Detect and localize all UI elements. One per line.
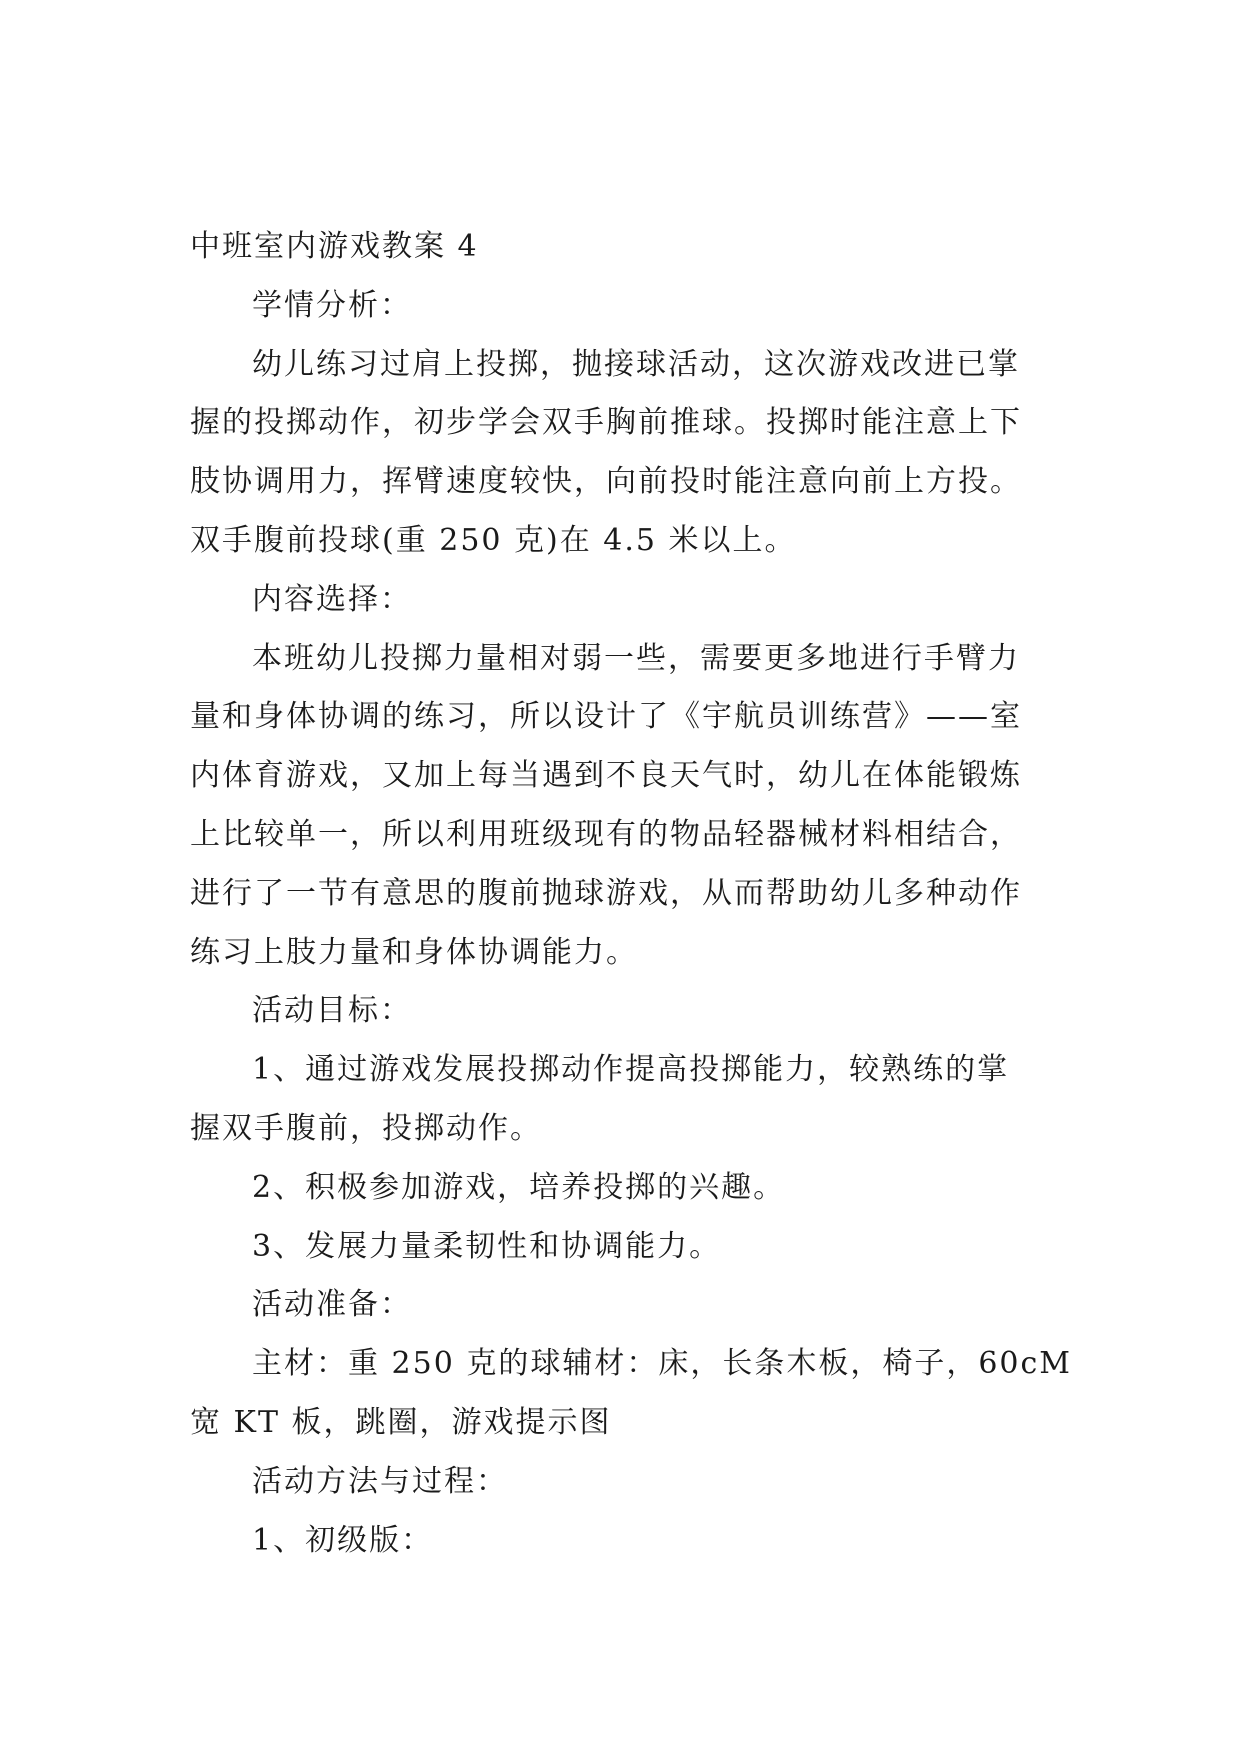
paragraph-line: 1、初级版： xyxy=(252,1522,434,1558)
paragraph-line: 幼儿练习过肩上投掷，抛接球活动，这次游戏改进已掌 xyxy=(252,346,1020,382)
paragraph-line: 握的投掷动作，初步学会双手胸前推球。投掷时能注意上下 xyxy=(190,405,1022,441)
paragraph-line: 主材：重 250 克的球辅材：床，长条木板，椅子，60cM xyxy=(252,1346,1073,1382)
section-heading-analysis: 学情分析： xyxy=(252,287,412,323)
paragraph-line: 2、积极参加游戏，培养投掷的兴趣。 xyxy=(252,1169,786,1205)
paragraph-line: 肢协调用力，挥臂速度较快，向前投时能注意向前上方投。 xyxy=(190,464,1022,500)
section-heading-content: 内容选择： xyxy=(252,581,412,617)
paragraph-line: 本班幼儿投掷力量相对弱一些，需要更多地进行手臂力 xyxy=(252,640,1020,676)
paragraph-line: 进行了一节有意思的腹前抛球游戏，从而帮助幼儿多种动作 xyxy=(190,875,1022,911)
paragraph-line: 双手腹前投球(重 250 克)在 4.5 米以上。 xyxy=(190,522,797,558)
paragraph-line: 握双手腹前，投掷动作。 xyxy=(190,1110,542,1146)
paragraph-line: 量和身体协调的练习，所以设计了《宇航员训练营》——室 xyxy=(190,699,1022,735)
section-heading-goals: 活动目标： xyxy=(252,993,412,1029)
document-title: 中班室内游戏教案 4 xyxy=(190,229,479,264)
section-heading-preparation: 活动准备： xyxy=(252,1287,412,1323)
document-body xyxy=(190,218,1073,1570)
paragraph-line: 内体育游戏，又加上每当遇到不良天气时，幼儿在体能锻炼 xyxy=(190,758,1022,794)
paragraph-line: 练习上肢力量和身体协调能力。 xyxy=(190,934,638,970)
paragraph-line: 3、发展力量柔韧性和协调能力。 xyxy=(252,1228,722,1264)
paragraph-line: 上比较单一，所以利用班级现有的物品轻器械材料相结合， xyxy=(190,816,1022,852)
section-heading-method: 活动方法与过程： xyxy=(252,1463,508,1499)
paragraph-line: 宽 KT 板，跳圈，游戏提示图 xyxy=(190,1404,612,1440)
paragraph-line: 1、通过游戏发展投掷动作提高投掷能力，较熟练的掌 xyxy=(252,1052,1010,1088)
